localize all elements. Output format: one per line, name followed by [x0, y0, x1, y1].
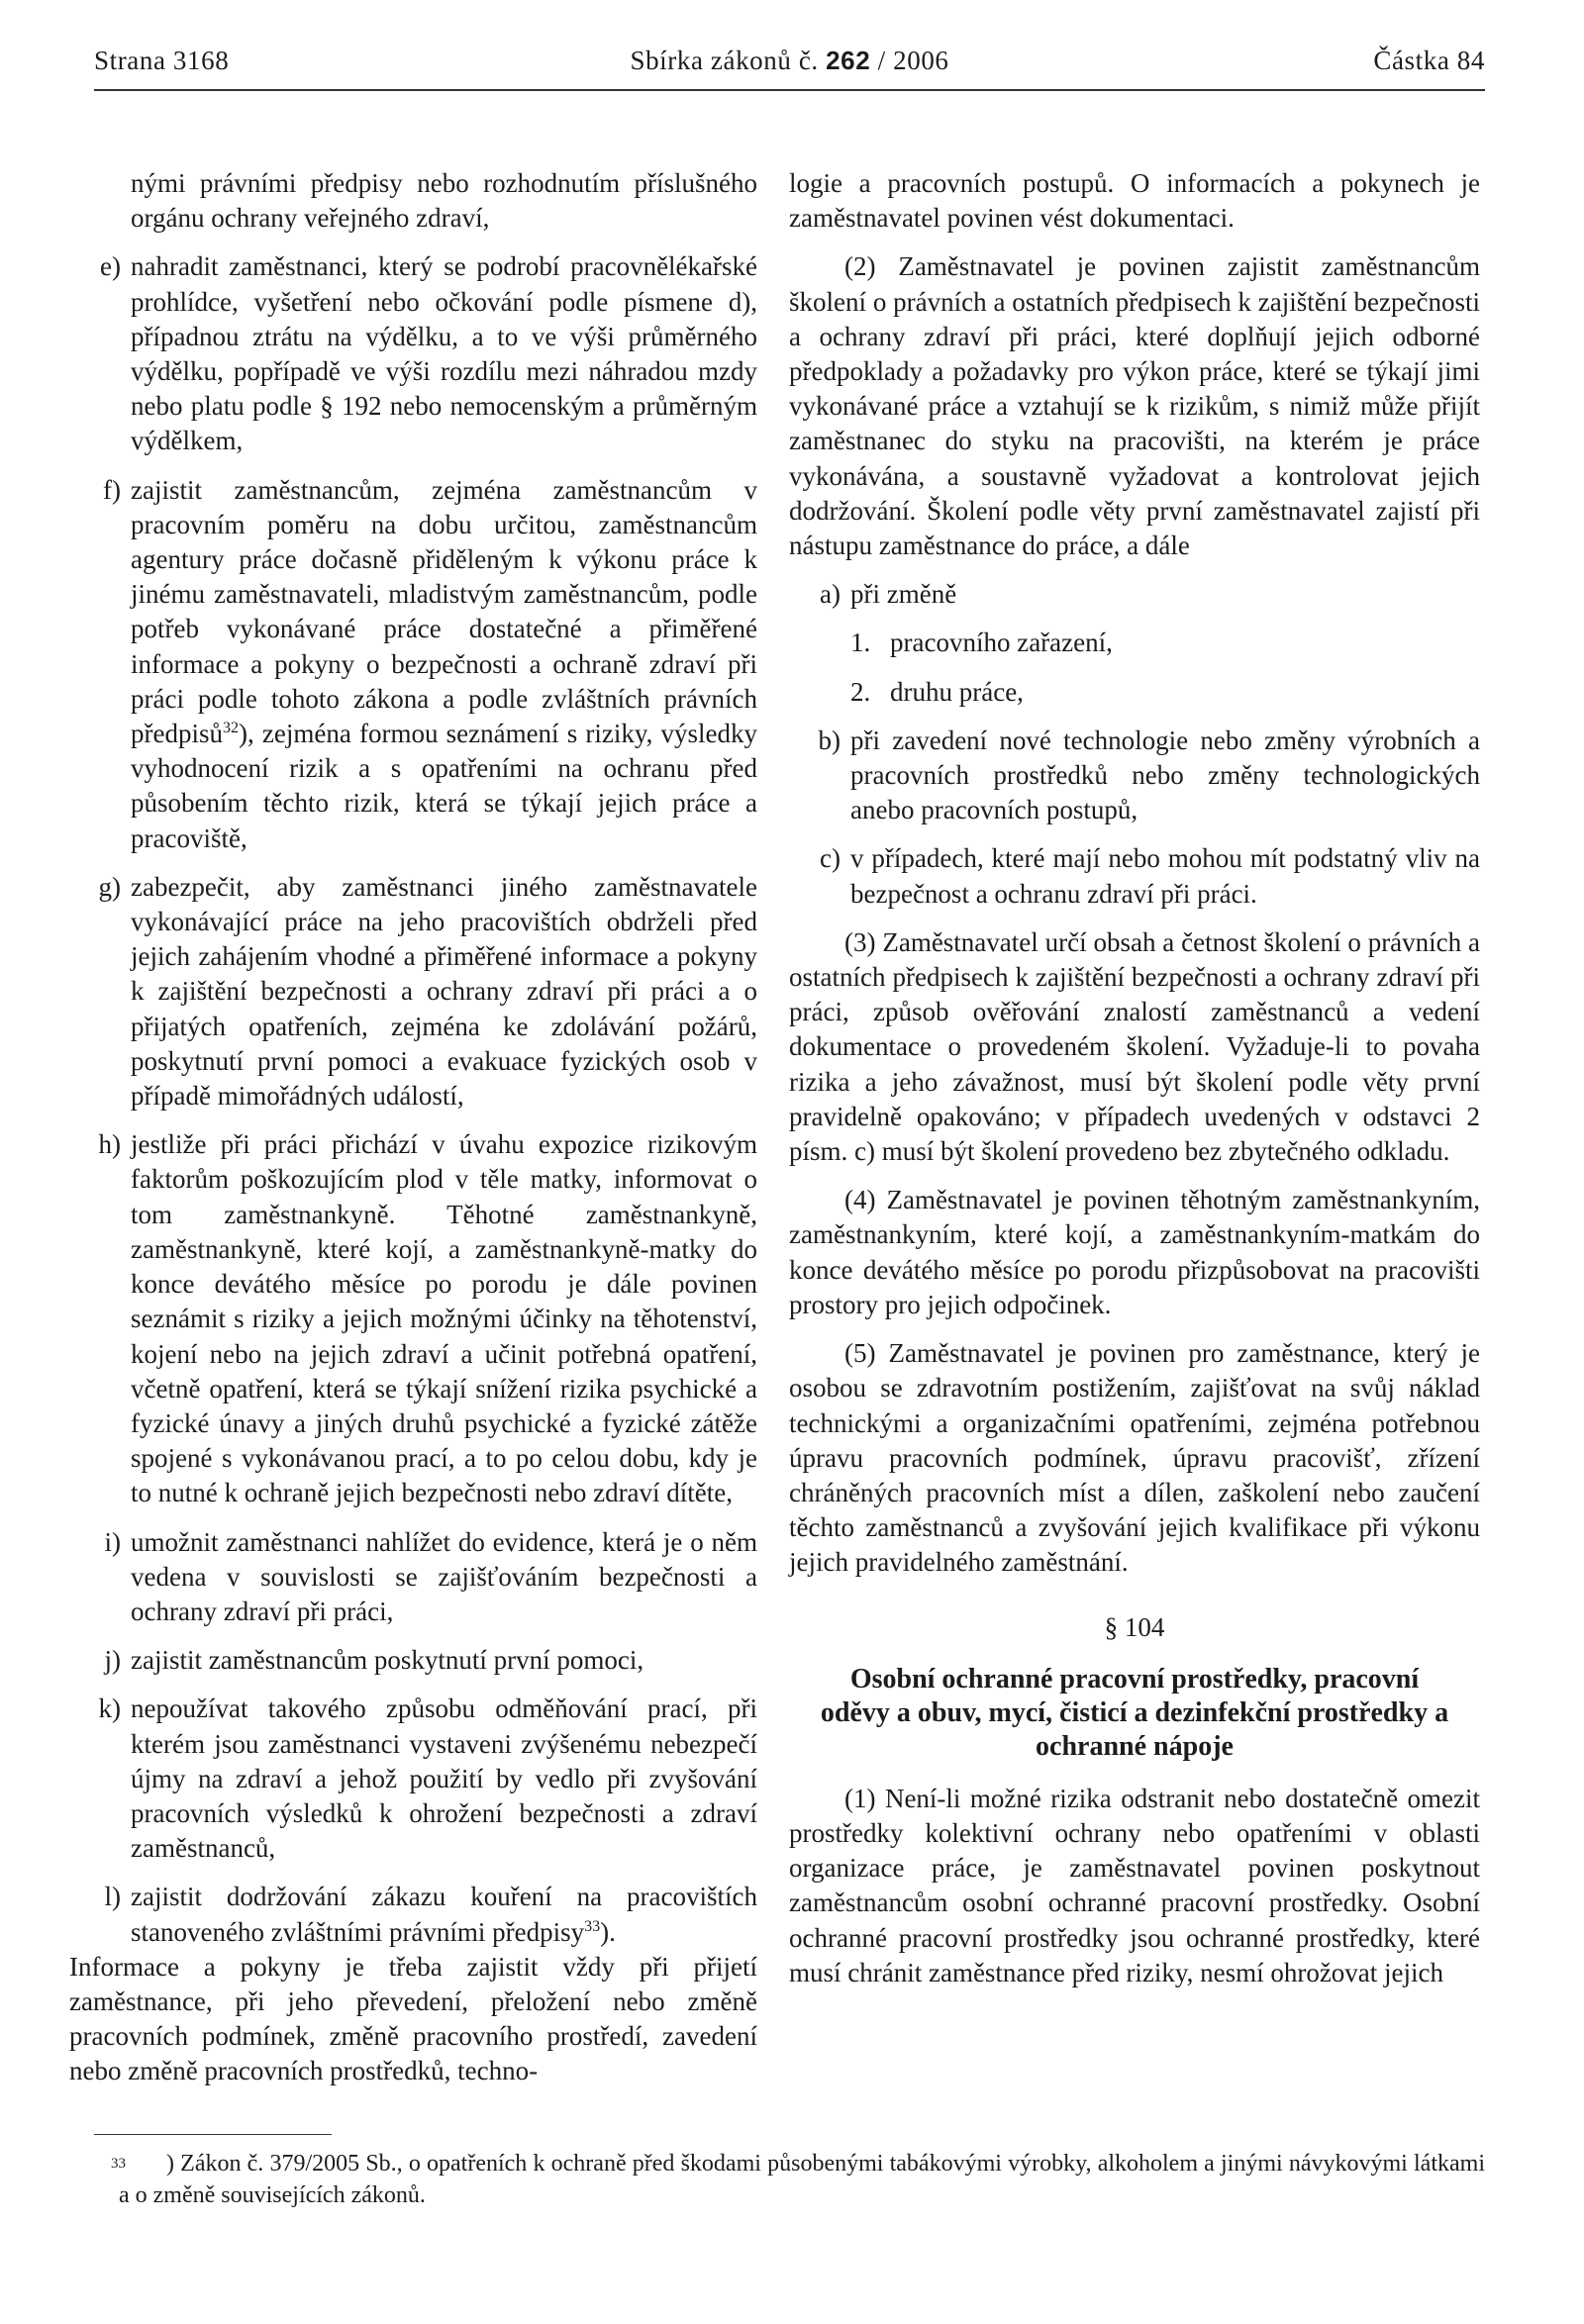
list-item: [69, 1127, 757, 1510]
footnote-rule: [94, 2134, 332, 2135]
item-text: zajistit dodržování zákazu kouření na pracovištích stanoveného zvláštními právními předpisy: [131, 1882, 757, 1947]
collection-label: [94, 46, 1485, 76]
sub-list: [789, 626, 1480, 709]
collection-prefix: Sbírka zákonů č.: [630, 46, 819, 75]
item-label: l): [104, 1882, 121, 1912]
page-number-label: Strana 3168: [94, 46, 230, 75]
running-header: [94, 46, 1485, 89]
item-label: b): [818, 725, 841, 755]
paragraph-4: (4) Zaměstnavatel je povinen těhotným zaměstnankyním, zaměstnankyním, které kojí, a zaměstnankyním-matkám do konce devátého měsíce po porodu přizpůsobovat na pracovišti prostory pro jejich odpočinek.: [789, 1185, 1480, 1319]
item-label: f): [103, 474, 121, 505]
item-text-end: ).: [600, 1916, 616, 1947]
item-text-end: ), zejména formou seznámení s riziky, výsledky vyhodnocení rizik a s opatřeními na ochranu před působením těchto rizik, která se týkají jejich práce a pracoviště,: [131, 719, 757, 853]
law-year: / 2006: [877, 46, 949, 75]
item-label: g): [98, 871, 121, 902]
item-label: k): [98, 1694, 121, 1724]
header-rule: [94, 89, 1485, 91]
sub-item-label: 2.: [850, 676, 871, 707]
section-title: Osobní ochranné pracovní prostředky, pracovní oděvy a obuv, mycí, čisticí a dezinfekční prostředky a ochranné nápoje: [820, 1663, 1449, 1762]
list-item: [69, 1692, 757, 1866]
item-text: při zavedení nové technologie nebo změny výrobních a pracovních prostředků nebo změny technologických anebo pracovních postupů,: [850, 725, 1480, 825]
list-item: [69, 1643, 757, 1678]
paragraph-2: (2) Zaměstnavatel je povinen zajistit zaměstnancům školení o právních a ostatních předpisech k zajištění bezpečnosti a ochrany zdraví při práci, které doplňují jejich odborné předpoklady a požadavky pro výkon práce, které se týkají jimi vykonávané práce a vztahují se k rizikům, s nimiž může přijít zaměstnanec do styku na pracovišti, na kterém je práce vykonávána, a soustavně vyžadovat a kontrolovat jejich dodržování. Školení podle věty první zaměstnavatel zajistí při nástupu zaměstnance do práce, a dále: [789, 251, 1480, 561]
footnote-mark: 33: [111, 2156, 126, 2172]
sub-item-text: pracovního zařazení,: [890, 628, 1113, 658]
list-item: [69, 870, 757, 1114]
sub-item-text: druhu práce,: [890, 676, 1024, 707]
left-column: [69, 166, 757, 2089]
part-label: Částka 84: [1373, 46, 1485, 75]
list-item: [69, 1525, 757, 1630]
sub-item: [789, 675, 1480, 710]
item-text: nepoužívat takového způsobu odměňování prací, při kterém jsou zaměstnanci vystaveni zvýšenému nebezpečí újmy na zdraví a jehož použití by vedlo při zvyšování pracovních výsledků k ohrožení bezpečnosti a zdraví zaměstnanců,: [131, 1694, 757, 1864]
list-item: [789, 841, 1480, 911]
list-item: [789, 577, 1480, 612]
list-item: [69, 473, 757, 856]
paragraph-section-104-1: (1) Není-li možné rizika odstranit nebo dostatečně omezit prostředky kolektivní ochrany nebo opatřeními v oblasti organizace práce, je zaměstnavatel povinen poskytnout zaměstnancům osobní ochranné pracovní prostředky. Osobní ochranné pracovní prostředky jsou ochranné prostředky, které musí chránit zaměstnance před riziky, nesmí ohrožovat jejich: [789, 1783, 1480, 1987]
item-text: v případech, které mají nebo mohou mít podstatný vliv na bezpečnost a ochranu zdraví při práci.: [850, 843, 1480, 909]
paragraph-5: (5) Zaměstnavatel je povinen pro zaměstnance, který je osobou se zdravotním postižením, zajišťovat na svůj náklad technickými a organizačními opatřeními, zejména potřebnou úpravu pracovních podmínek, úpravu pracovišť, zřízení chráněných pracovních míst a dílen, zaškolení nebo zaučení těchto zaměstnanců a zvyšování jejich kvalifikace při výkonu jejich pravidelného zaměstnání.: [789, 1338, 1480, 1578]
item-label: a): [820, 579, 841, 610]
item-text: zajistit zaměstnancům poskytnutí první pomoci,: [131, 1645, 644, 1676]
list-item: [789, 724, 1480, 828]
item-label: h): [98, 1129, 121, 1160]
item-label: c): [820, 843, 841, 874]
footnote-ref[interactable]: 33: [584, 1917, 601, 1935]
closing-paragraph: Informace a pokyny je třeba zajistit vždy při přijetí zaměstnance, při jeho převedení, přeložení nebo změně pracovních podmínek, změně pracovního prostředí, zavedení nebo změně pracovních prostředků, techno-: [69, 1951, 757, 2086]
sub-item-label: 1.: [850, 628, 871, 658]
item-text: zabezpečit, aby zaměstnanci jiného zaměstnavatele vykonávající práce na jeho pracovištích obdrželi před jejich zahájením vhodné a přiměřené informace a pokyny k zajištění bezpečnosti a ochrany zdraví při práci a o přijatých opatřeních, zejména ke zdolávání požárů, poskytnutí první pomoci a evakuace fyzických osob v případě mimořádných událostí,: [131, 871, 757, 1112]
item-label: e): [100, 251, 121, 282]
continuation-paragraph: logie a pracovních postupů. O informacích a pokynech je zaměstnavatel povinen vést dokumentaci.: [789, 168, 1480, 234]
section-number: § 104: [1104, 1611, 1165, 1642]
footnote: [111, 2148, 1485, 2211]
footnote-text: ) Zákon č. 379/2005 Sb., o opatřeních k ochraně před škodami působenými tabákovými výrobky, alkoholem a jinými návykovými látkami a o změně souvisejících zákonů.: [119, 2151, 1485, 2208]
law-number: 262: [826, 46, 871, 75]
item-text: při změně: [850, 579, 957, 610]
sub-item: [789, 626, 1480, 660]
item-text: umožnit zaměstnanci nahlížet do evidence, která je o něm vedena v souvislosti se zajišťováním bezpečnosti a ochrany zdraví při práci,: [131, 1526, 757, 1626]
intro-continuation: nými právními předpisy nebo rozhodnutím příslušného orgánu ochrany veřejného zdraví,: [131, 168, 757, 234]
item-text: nahradit zaměstnanci, který se podrobí pracovnělékařské prohlídce, vyšetření nebo očkování podle písmene d), případnou ztrátu na výdělku, a to ve výši průměrného výdělku, popřípadě ve výši rozdílu mezi náhradou mzdy nebo platu podle § 192 nebo nemocenským a průměrným výdělkem,: [131, 251, 757, 456]
list-item: [69, 1880, 757, 1949]
item-text: zajistit zaměstnancům, zejména zaměstnancům v pracovním poměru na dobu určitou, zaměstnancům agentury práce dočasně přiděleným k výkonu práce k jinému zaměstnavateli, mladistvým zaměstnancům, podle potřeb vykonávané práce dostatečné a přiměřené informace a pokyny o bezpečnosti a ochraně zdraví při práci podle tohoto zákona a podle zvláštních právních předpisů: [131, 474, 757, 749]
item-label: i): [104, 1526, 121, 1557]
paragraph-3: (3) Zaměstnavatel určí obsah a četnost školení o právních a ostatních předpisech k zajištění bezpečnosti a ochrany zdraví při práci, způsob ověřování znalostí zaměstnanců a vedení dokumentace o provedeném školení. Vyžaduje-li to povaha rizika a jeho závažnost, musí být školení podle věty první pravidelně opakováno; v případech uvedených v odstavci 2 písm. c) musí být školení provedeno bez zbytečného odkladu.: [789, 926, 1480, 1167]
list-item: [69, 249, 757, 458]
right-column: [789, 166, 1480, 1990]
item-text: jestliže při práci přichází v úvahu expozice rizikovým faktorům poškozujícím plod v těle matky, informovat o tom zaměstnankyně. Těhotné zaměstnankyně, zaměstnankyně, které kojí, a zaměstnankyně-matky do konce devátého měsíce po porodu je dále povinen seznámit s riziky a jejich možnými účinky na těhotenství, kojení nebo na jejich zdraví a učinit potřebná opatření, včetně opatření, která se týkají snížení rizika psychické a fyzické únavy a jiných druhů psychické a fyzické zátěže spojené s vykonávanou prací, a to po celou dobu, kdy je to nutné k ochraně jejich bezpečnosti nebo zdraví dítěte,: [131, 1129, 757, 1508]
item-label: j): [104, 1645, 121, 1676]
footnote-ref[interactable]: 32: [222, 720, 239, 737]
